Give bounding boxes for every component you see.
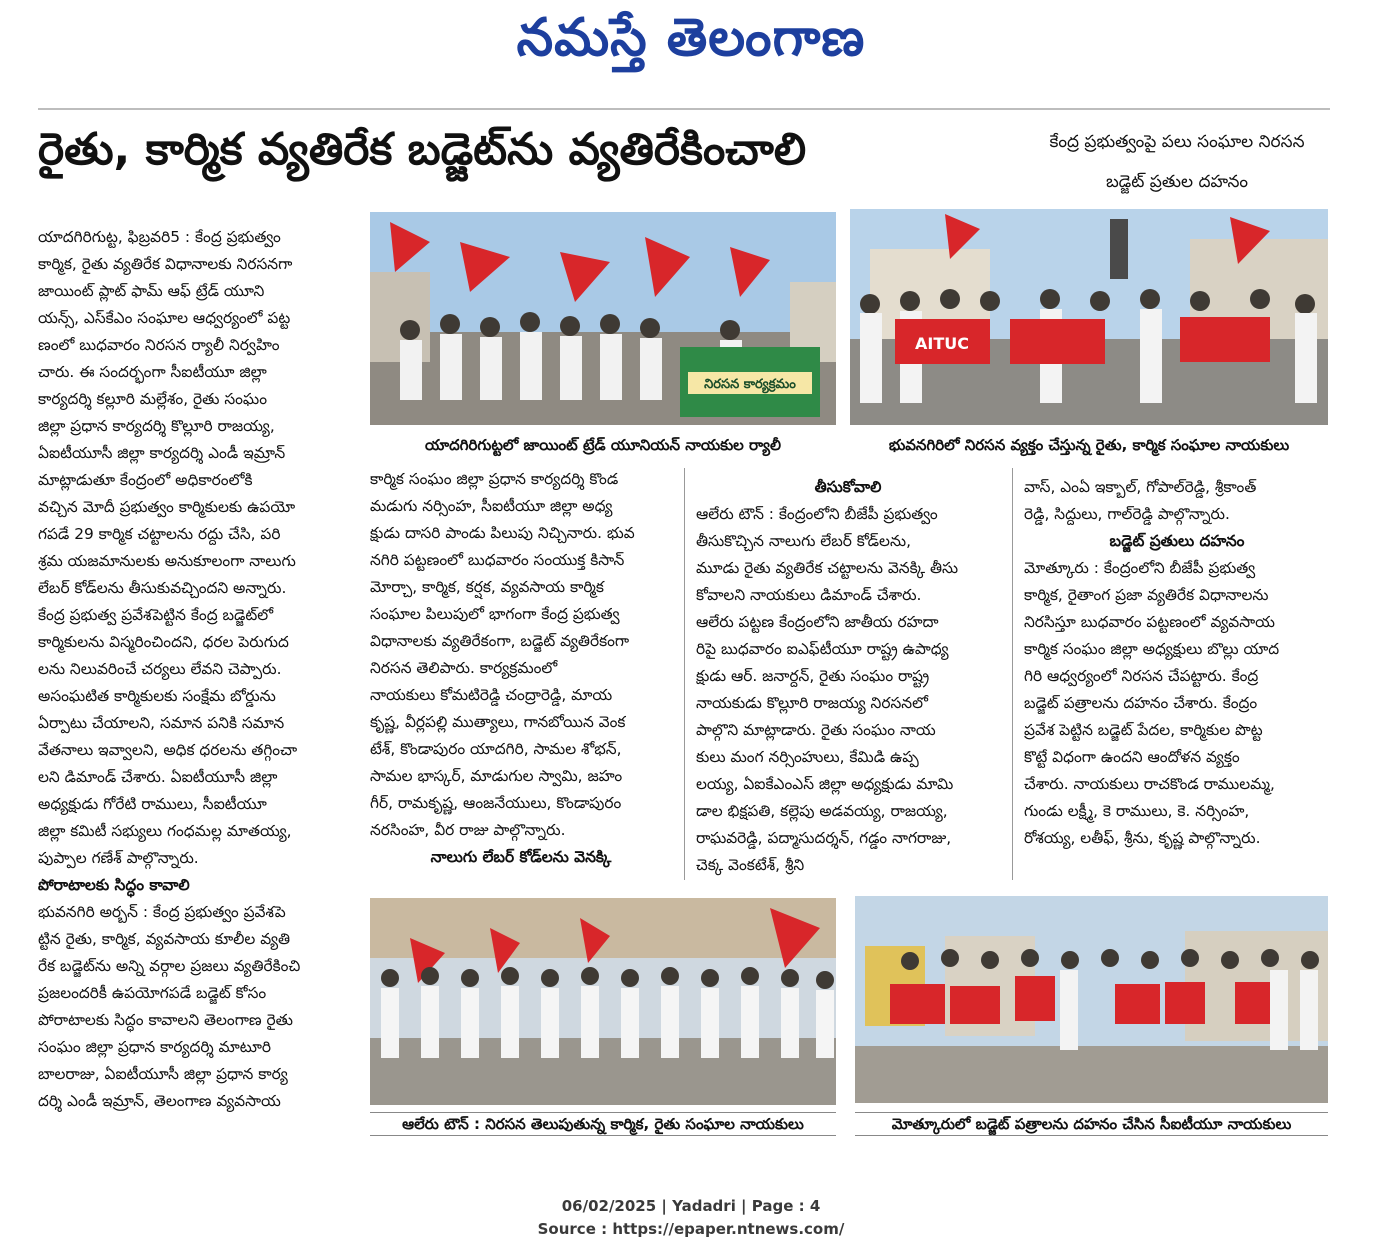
kicker-1: కేంద్ర ప్రభుత్వంపై పలు సంఘాల నిరసన <box>1049 132 1305 152</box>
subheading: బడ్జెట్ ప్రతులు దహనం <box>1109 532 1245 550</box>
column-divider <box>684 468 685 880</box>
text-line: తీసుకొచ్చిన నాలుగు లేబర్ కోడ్‌లను, <box>696 532 911 550</box>
text-line: యాదగిరిగుట్ట, ఫిబ్రవరి5 : కేంద్ర ప్రభుత్వం <box>38 228 281 246</box>
text-line: పాల్గొని మాట్లాడారు. రైతు సంఘం నాయ <box>696 721 936 739</box>
text-line: నరసింహ, వీర రాజు పాల్గొన్నారు. <box>370 821 566 839</box>
text-line: రేక బడ్జెట్‌ను అన్ని వర్గాల ప్రజలు వ్యతిరేకించి <box>38 957 301 975</box>
caption-photo-4: మోత్కూరులో బడ్జెట్ పత్రాలను దహనం చేసిన సీఐటీయూ నాయకులు <box>855 1112 1328 1136</box>
photo-aleru-town-protest <box>370 898 836 1105</box>
text-line: గిరి ఆధ్వర్యంలో నిరసన చేపట్టారు. కేంద్ర <box>1024 667 1259 685</box>
text-line: మాట్లాడుతూ కేంద్రంలో అధికారంలోకి <box>38 471 253 489</box>
text-line: సామల భాస్కర్, మాడుగుల స్వామి, జహం <box>370 767 623 785</box>
text-line: ఏర్పాటు చేయాలని, సమాన పనికి సమాన <box>38 714 285 732</box>
text-line: మోర్చా, కార్మిక, కర్షక, వ్యవసాయ కార్మిక <box>370 578 604 596</box>
text-line: భువనగిరి అర్బన్ : కేంద్ర ప్రభుత్వం ప్రవేశపె <box>38 903 286 921</box>
text-line: పుప్పాల గణేశ్ పాల్గొన్నారు. <box>38 849 199 867</box>
text-line: డాల భిక్షపతి, కల్లెపు అడవయ్య, రాజయ్య, <box>696 802 948 820</box>
footer-source: Source : https://epaper.ntnews.com/ <box>537 1220 845 1238</box>
text-line: నగిరి పట్టణంలో బుధవారం సంయుక్త కిసాన్ <box>370 551 625 569</box>
text-line: జిల్లా ప్రధాన కార్యదర్శి కొల్లూరి రాజయ్య, <box>38 417 275 435</box>
column-4 <box>1024 474 1330 852</box>
caption-photo-1: యాదగిరిగుట్టలో జాయింట్ ట్రేడ్ యూనియన్ నాయకుల ర్యాలీ <box>425 436 781 454</box>
column-1 <box>38 224 338 1115</box>
subheading: నాలుగు లేబర్ కోడ్‌లను వెనక్కి <box>430 848 612 866</box>
text-line: రెడ్డి, సిద్దులు, గాల్‌రెడ్డి పాల్గొన్నారు. <box>1024 505 1230 523</box>
text-line: మోత్కూరు : కేంద్రంలోని బీజేపీ ప్రభుత్వ <box>1024 559 1256 577</box>
text-line: కులు మంగ నర్సింహులు, కేమిడి ఉప్ప <box>696 748 919 766</box>
header-rule <box>38 108 1330 110</box>
masthead-logo: నమస్తే తెలంగాణ <box>516 8 866 68</box>
text-line: ప్రజలందరికీ ఉపయోగపడే బడ్జెట్ కోసం <box>38 984 267 1002</box>
text-line: రాఘవరెడ్డి, పద్మాసుదర్శన్, గడ్డం నాగరాజు, <box>696 829 952 847</box>
column-2 <box>370 466 672 871</box>
text-line: గుండు లక్ష్మీ, కె రాములు, కె. నర్సింహ, <box>1024 802 1250 820</box>
text-line: రిపై బుధవారం ఐఎఫ్‌టీయూ రాష్ట్ర ఉపాధ్య <box>696 640 949 658</box>
text-line: వచ్చిన మోదీ ప్రభుత్వం కార్మికులకు ఉపయో <box>38 498 296 516</box>
headline: రైతు, కార్మిక వ్యతిరేక బడ్జెట్‌ను వ్యతిరేకించాలి <box>38 124 807 175</box>
caption-photo-2: భువనగిరిలో నిరసన వ్యక్తం చేస్తున్న రైతు, కార్మిక సంఘాల నాయకులు <box>888 436 1290 454</box>
text-line: చారు. ఈ సందర్భంగా సీఐటీయూ జిల్లా <box>38 363 267 381</box>
caption-photo-3: ఆలేరు టౌన్ : నిరసన తెలుపుతున్న కార్మిక, రైతు సంఘాల నాయకులు <box>370 1112 836 1136</box>
text-line: కోవాలని నాయకులు డిమాండ్ చేశారు. <box>696 586 922 604</box>
text-line: దర్శి ఎండీ ఇమ్రాన్, తెలంగాణ వ్యవసాయ <box>38 1092 281 1110</box>
text-line: వాస్, ఎంఏ ఇక్బాల్, గోపాల్‌రెడ్డి, శ్రీకాంత్ <box>1024 478 1257 496</box>
text-line: విధానాలకు వ్యతిరేకంగా, బడ్జెట్ వ్యతిరేకంగా <box>370 632 630 650</box>
text-line: శ్రమ యజమానులకు అనుకూలంగా నాలుగు <box>38 552 296 570</box>
banner-text: నిరసన కార్యక్రమం <box>704 377 796 392</box>
subheading: పోరాటాలకు సిద్ధం కావాలి <box>38 876 190 894</box>
column-3 <box>696 474 1000 879</box>
text-line: గపడే 29 కార్మిక చట్టాలను రద్దు చేసి, పరి <box>38 525 281 543</box>
text-line: కేంద్ర ప్రభుత్వ ప్రవేశపెట్టిన కేంద్ర బడ్జెట్‌లో <box>38 606 274 624</box>
text-line: క్షుడు ఆర్. జనార్దన్, రైతు సంఘం రాష్ట్ర <box>696 667 930 685</box>
text-line: కార్మికులను విస్మరించిందని, ధరల పెరుగుద <box>38 633 289 651</box>
text-line: నిరసన తెలిపారు. కార్యక్రమంలో <box>370 659 558 677</box>
text-line: పోరాటాలకు సిద్ధం కావాలని తెలంగాణ రైతు <box>38 1011 293 1029</box>
text-line: యన్స్, ఎస్‌కేఎం సంఘాల ఆధ్వర్యంలో పట్ట <box>38 309 291 327</box>
text-line: మూడు రైతు వ్యతిరేక చట్టాలను వెనక్కి తీసు <box>696 559 959 577</box>
text-line: లయ్య, ఏఐకేఎంఎస్ జిల్లా అధ్యక్షుడు మామి <box>696 775 954 793</box>
text-line: అసంఘటిత కార్మికులకు సంక్షేమ బోర్డును <box>38 687 276 705</box>
text-line: బాలరాజు, ఏఐటీయూసీ జిల్లా ప్రధాన కార్య <box>38 1065 288 1083</box>
text-line: కార్మిక, రైతు వ్యతిరేక విధానాలకు నిరసనగా <box>38 255 293 273</box>
kicker-2: బడ్జెట్ ప్రతుల దహనం <box>1105 172 1249 192</box>
text-line: కార్యదర్శి కల్లూరి మల్లేశం, రైతు సంఘం <box>38 390 268 408</box>
column-divider <box>1012 468 1013 880</box>
text-line: కృష్ణ, వీర్లపల్లి ముత్యాలు, గానబోయిన వెంక <box>370 713 626 731</box>
text-line: కార్మిక సంఘం జిల్లా అధ్యక్షులు బొల్లు యాద <box>1024 640 1280 658</box>
text-line: నాయకుడు కొల్లూరి రాజయ్య నిరసనలో <box>696 694 928 712</box>
text-line: సంఘాల పిలుపులో భాగంగా కేంద్ర ప్రభుత్వ <box>370 605 620 623</box>
text-line: కార్మిక సంఘం జిల్లా ప్రధాన కార్యదర్శి కొండ <box>370 470 619 488</box>
text-line: జిల్లా కమిటీ సభ్యులు గంధమల్ల మాతయ్య, <box>38 822 292 840</box>
text-line: కార్మిక, రైతాంగ ప్రజా వ్యతిరేక విధానాలను <box>1024 586 1269 604</box>
text-line: ఆలేరు పట్టణ కేంద్రంలోని జాతీయ రహదా <box>696 613 939 631</box>
text-line: గీర్, రామకృష్ణ, ఆంజనేయులు, కొండాపురం <box>370 794 622 812</box>
footer-date-edition: 06/02/2025 | Yadadri | Page : 4 <box>561 1197 821 1215</box>
aituc-banner: AITUC <box>915 334 969 353</box>
text-line: జాయింట్ ప్లాట్ ఫామ్ ఆఫ్ ట్రేడ్ యూని <box>38 282 265 300</box>
text-line: క్షుడు దాసరి పాండు పిలుపు నిచ్చినారు. భువ <box>370 524 635 542</box>
photo-bhuvanagiri-protest <box>850 209 1328 425</box>
text-line: రోశయ్య, లతీఫ్, శ్రీను, కృష్ణ పాల్గొన్నారు. <box>1024 829 1261 847</box>
text-line: చేశారు. నాయకులు రాచకొండ రాములమ్మ, <box>1024 775 1275 793</box>
text-line: నాయకులు కోమటిరెడ్డి చంద్రారెడ్డి, మాయ <box>370 686 613 704</box>
text-line: టేశ్, కొండాపురం యాదగిరి, సామల శోభన్, <box>370 740 622 758</box>
photo-mothkur-budget-burning <box>855 896 1328 1103</box>
text-line: ఏఐటీయూసీ జిల్లా కార్యదర్శి ఎండీ ఇమ్రాన్ <box>38 444 286 462</box>
text-line: నిరసిస్తూ బుధవారం పట్టణంలో వ్యవసాయ <box>1024 613 1275 631</box>
text-line: లేబర్ కోడ్‌లను తీసుకువచ్చిందని అన్నారు. <box>38 579 287 597</box>
text-line: సంఘం జిల్లా ప్రధాన కార్యదర్శి మాటూరి <box>38 1038 272 1056</box>
text-line: బడ్జెట్ పత్రాలను దహనం చేశారు. కేంద్రం <box>1024 694 1258 712</box>
text-line: ప్రవేశ పెట్టిన బడ్జెట్ పేదల, కార్మికుల పొట్ట <box>1024 721 1263 739</box>
text-line: అధ్యక్షుడు గోరేటి రాములు, సీఐటీయూ <box>38 795 267 813</box>
text-line: లని డిమాండ్ చేశారు. ఏఐటీయూసీ జిల్లా <box>38 768 278 786</box>
subheading: తీసుకోవాలి <box>814 478 882 496</box>
text-line: మడుగు నర్సింహ, సీఐటీయూ జిల్లా అధ్య <box>370 497 613 515</box>
text-line: ఆలేరు టౌన్ : కేంద్రంలోని బీజేపీ ప్రభుత్వం <box>696 505 938 523</box>
photo-yadagirigutta-rally <box>370 212 836 425</box>
text-line: ణంలో బుధవారం నిరసన ర్యాలీ నిర్వహిం <box>38 336 280 354</box>
text-line: వేతనాలు ఇవ్వాలని, అధిక ధరలను తగ్గించా <box>38 741 298 759</box>
text-line: కొట్టే విధంగా ఉందని ఆందోళన వ్యక్తం <box>1024 748 1240 766</box>
text-line: లను నిలువరించే చర్యలు లేవని చెప్పారు. <box>38 660 282 678</box>
text-line: ట్టిన రైతు, కార్మిక, వ్యవసాయ కూలీల వ్యతి <box>38 930 291 948</box>
text-line: చెక్క వెంకటేశ్, శ్రీని <box>696 856 805 874</box>
